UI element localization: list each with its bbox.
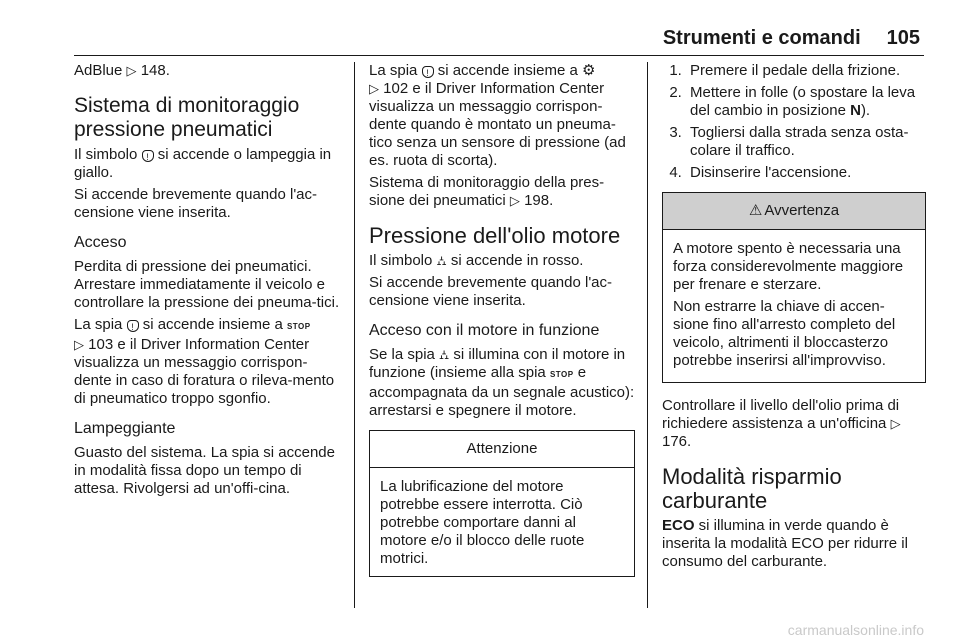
paragraph: Il simbolo ⛼ si accende in rosso. [369, 252, 584, 269]
page-header [663, 22, 920, 54]
oil-can-icon: ⛼ [439, 347, 450, 362]
warning-triangle-icon: ⚠ [748, 202, 763, 219]
heading-oil-pressure: Pressione dell'olio motore [369, 223, 621, 248]
warning-text: A motore spento è necessaria una forza considerevolmente maggiore per frenare e sterzare. [673, 240, 904, 293]
paragraph: Il simbolo ! si accende o lampeggia in giallo. [74, 146, 332, 181]
column-divider-2 [647, 62, 648, 608]
paragraph: La spia ! si accende insieme a STOP ▷ 103 e il Driver Information Center visualizza un messaggio corrispon-dente in caso di foratura o rileva-mento di pneumatico troppo sgonfio. [74, 316, 335, 407]
paragraph: ECO si illumina in verde quando è inserita la modalità ECO per ridurre il consumo del carburante. [662, 517, 908, 570]
header-title: Strumenti e comandi [662, 26, 861, 49]
column-3 [662, 62, 926, 575]
list-item: 2. Mettere in folle (o spostare la leva del cambio in posizione N). [686, 84, 926, 120]
eco-label: ECO [662, 517, 695, 534]
paragraph: Controllare il livello dell'olio prima di richiedere assistenza a un'officina ▷ 176. [662, 397, 901, 450]
ref-arrow-icon: ▷ [509, 193, 520, 208]
page-number: 105 [886, 26, 920, 49]
tire-pressure-icon: ! [127, 320, 139, 332]
paragraph: Guasto del sistema. La spia si accende in modalità fissa dopo un tempo di attesa. Rivolgersi ad un'offi-cina. [74, 444, 335, 497]
service-icon: ⚙ [581, 62, 596, 79]
stop-icon: STOP [286, 322, 311, 331]
warning-box [662, 192, 926, 383]
caution-title: Attenzione [370, 431, 634, 468]
heading-tpms: Sistema di monitoraggio pressione pneumatici [74, 94, 300, 141]
paragraph: Si accende brevemente quando l'ac-censione viene inserita. [74, 186, 318, 221]
column-1 [74, 62, 340, 502]
heading-eco: Modalità risparmio carburante [662, 464, 842, 513]
heading-lampeggiante: Lampeggiante [74, 420, 176, 437]
header-rule [74, 55, 924, 56]
caution-box [369, 430, 635, 577]
list-item: 4. Disinserire l'accensione. [686, 164, 926, 182]
list-item: 1. Premere il pedale della frizione. [686, 62, 926, 80]
heading-running: Acceso con il motore in funzione [369, 322, 600, 339]
caution-text: La lubrificazione del motore potrebbe essere interrotta. Ciò potrebbe comportare danni al motore e/o il blocco delle ruote motrici. [380, 478, 585, 567]
ref-arrow-icon: ▷ [74, 337, 84, 352]
list-item: 3. Togliersi dalla strada senza osta-colare il traffico. [686, 124, 926, 160]
ref-arrow-icon: ▷ [126, 63, 137, 78]
tire-pressure-icon: ! [142, 150, 154, 162]
warning-title: ⚠ Avvertenza [663, 193, 925, 230]
heading-acceso: Acceso [74, 234, 127, 251]
paragraph: Sistema di monitoraggio della pres-sione dei pneumatici ▷ 198. [369, 174, 605, 209]
paragraph: Si accende brevemente quando l'ac-censione viene inserita. [369, 274, 613, 309]
tire-pressure-icon: ! [422, 66, 434, 78]
paragraph: Se la spia ⛼ si illumina con il motore in funzione (insieme alla spia STOP e accompagnata da un segnale acustico): arrestarsi e spegnere il motore. [369, 346, 635, 419]
stop-icon: STOP [549, 370, 574, 379]
ref-arrow-icon: ▷ [369, 81, 379, 96]
column-divider-1 [354, 62, 355, 608]
column-2 [369, 62, 635, 577]
warning-text: Non estrarre la chiave di accen-sione fino all'arresto completo del veicolo, altrimenti il bloccasterzo potrebbe inserirsi all'improvviso. [673, 298, 896, 369]
watermark: carmanualsonline.info [787, 622, 924, 638]
steps-list [662, 62, 926, 182]
paragraph: La spia ! si accende insieme a ⚙ ▷ 102 e il Driver Information Center visualizza un messaggio corrispon-dente quando è montato un pneuma-tico senza un sensore di pressione (ad es. ruota di scorta). [369, 62, 626, 169]
adblue-ref: AdBlue ▷ 148. [74, 62, 170, 79]
paragraph: Perdita di pressione dei pneumatici. Arrestare immediatamente il veicolo e controllare la pressione dei pneuma-tici. [74, 258, 340, 311]
ref-arrow-icon: ▷ [890, 416, 901, 431]
oil-can-icon: ⛼ [436, 253, 447, 268]
